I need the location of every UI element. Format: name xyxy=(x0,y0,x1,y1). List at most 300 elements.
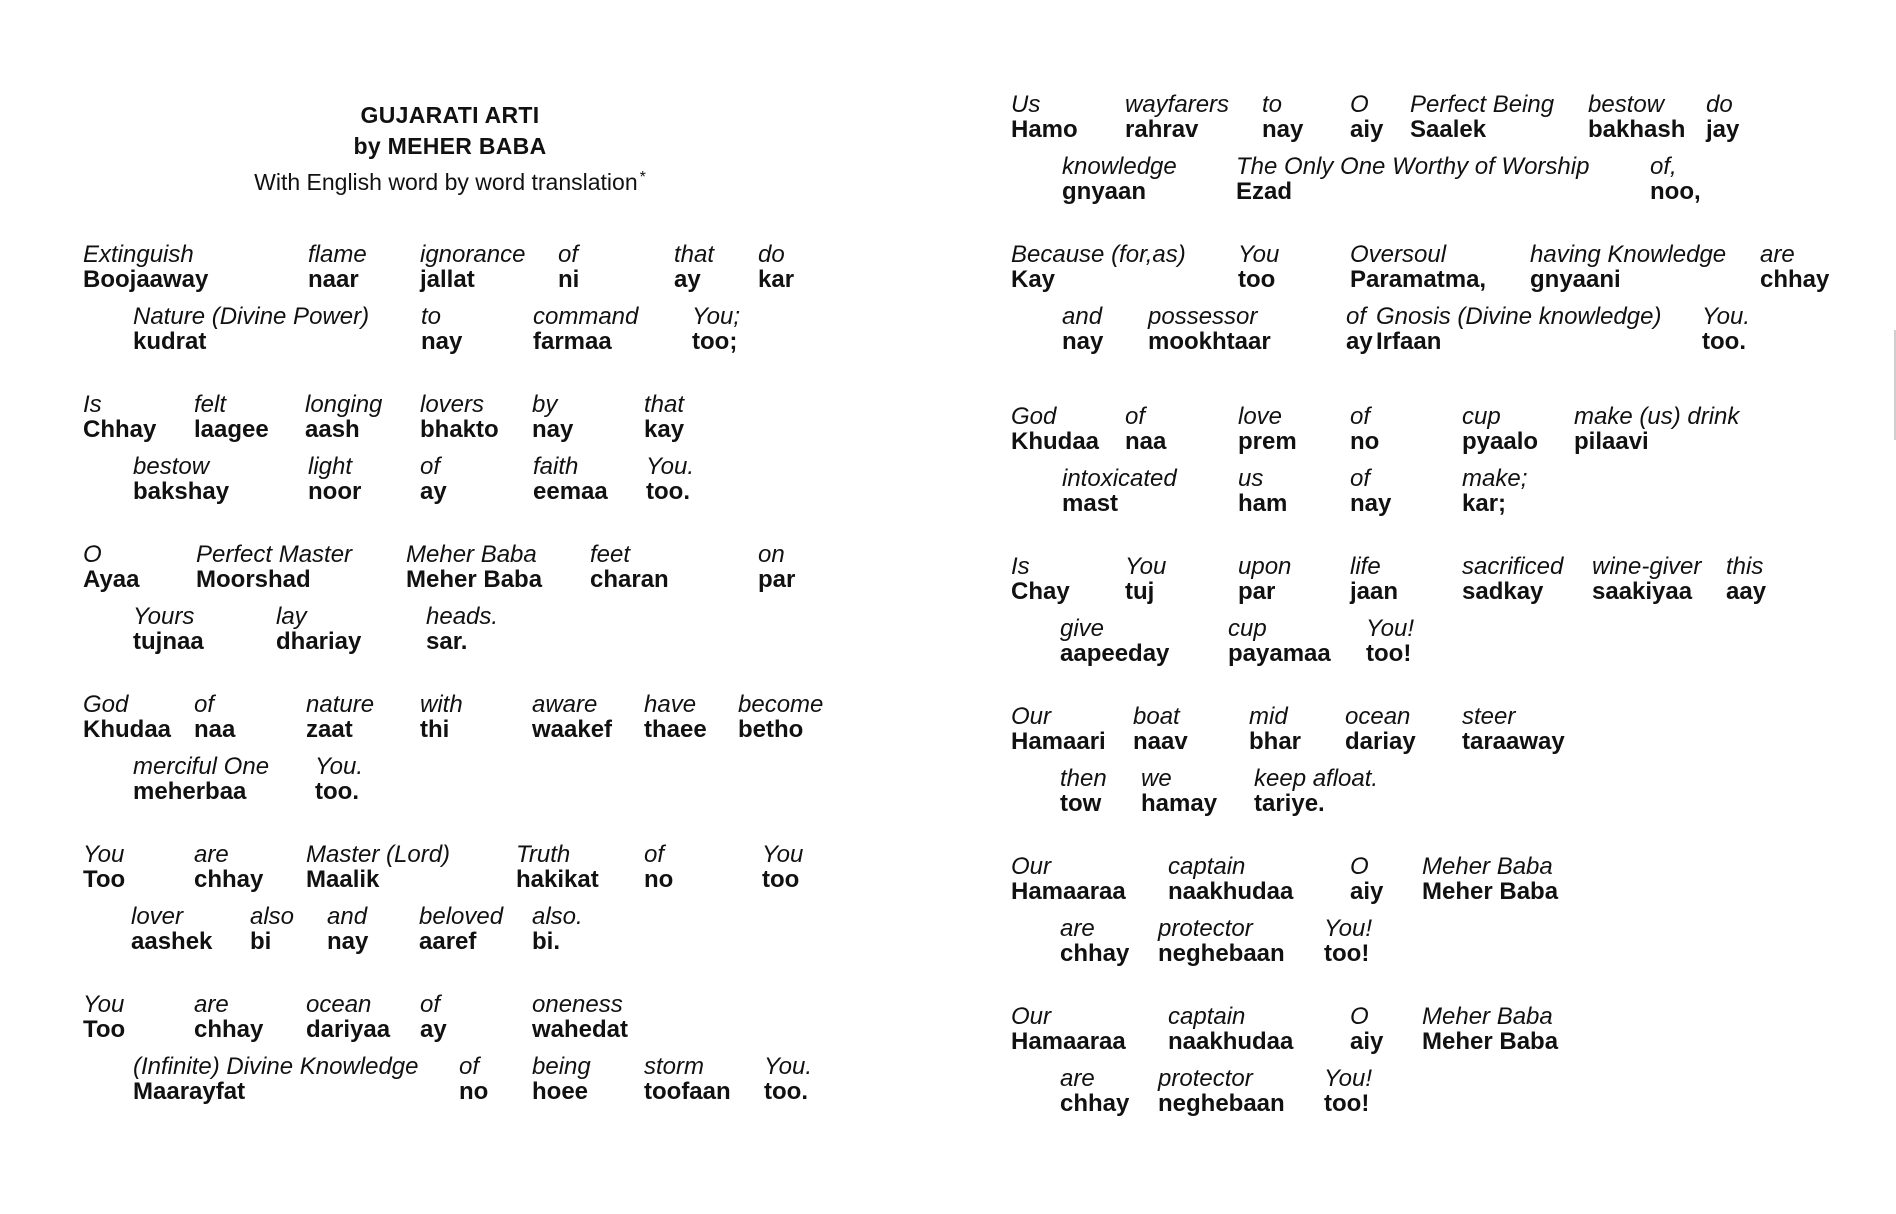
word-pair xyxy=(516,842,599,893)
english-gloss: Our xyxy=(1011,853,1052,880)
english-gloss: cup xyxy=(1462,403,1501,430)
word-pair xyxy=(646,454,694,505)
word-pair xyxy=(1238,554,1291,605)
verse-line xyxy=(948,1004,1896,1056)
english-gloss: ignorance xyxy=(420,241,526,268)
word-pair xyxy=(1011,242,1186,293)
gujarati-word: bi xyxy=(250,928,272,955)
gujarati-word: Khudaa xyxy=(1011,428,1100,455)
gujarati-word: naa xyxy=(1125,428,1167,455)
english-gloss: Is xyxy=(1011,553,1030,580)
gujarati-word: aapeeday xyxy=(1060,640,1170,667)
english-gloss: light xyxy=(308,453,353,480)
word-pair xyxy=(532,692,612,743)
english-gloss: Is xyxy=(83,391,102,418)
gujarati-word: aiy xyxy=(1350,116,1384,143)
gujarati-word: too! xyxy=(1366,640,1412,667)
english-gloss: lover xyxy=(131,903,184,930)
gujarati-word: pilaavi xyxy=(1574,428,1649,455)
english-gloss: also xyxy=(250,903,295,930)
english-gloss: and xyxy=(327,903,368,930)
word-pair xyxy=(674,242,714,293)
gujarati-word: kay xyxy=(644,416,685,443)
word-pair xyxy=(533,454,608,505)
verse-line xyxy=(0,242,948,294)
english-gloss: that xyxy=(674,241,715,268)
byline: by MEHER BABA xyxy=(353,133,547,159)
word-pair xyxy=(194,842,263,893)
word-pair xyxy=(196,542,352,593)
gujarati-word: Meher Baba xyxy=(1422,1028,1559,1055)
english-gloss: bestow xyxy=(1588,91,1665,118)
english-gloss: cup xyxy=(1228,615,1267,642)
english-gloss: wine-giver xyxy=(1592,553,1702,580)
gujarati-word: sar. xyxy=(426,628,468,655)
word-pair xyxy=(250,904,294,955)
english-gloss: ocean xyxy=(1345,703,1411,730)
gujarati-word: tujnaa xyxy=(133,628,204,655)
word-pair xyxy=(644,842,673,893)
word-pair xyxy=(1158,1066,1285,1117)
verse-line xyxy=(0,692,948,744)
english-gloss: of xyxy=(1346,303,1367,330)
english-gloss: O xyxy=(83,541,102,568)
word-pair xyxy=(1350,854,1383,905)
arti-header xyxy=(0,100,900,198)
gujarati-word: too. xyxy=(1702,328,1746,355)
gujarati-word: nay xyxy=(327,928,369,955)
word-pair xyxy=(1133,704,1188,755)
verse-line xyxy=(948,92,1896,144)
english-gloss: by xyxy=(532,391,558,418)
word-pair xyxy=(306,692,374,743)
word-pair xyxy=(83,992,125,1043)
english-gloss: of xyxy=(1350,465,1371,492)
gujarati-word: pyaalo xyxy=(1462,428,1539,455)
gujarati-word: payamaa xyxy=(1228,640,1331,667)
english-gloss: You. xyxy=(764,1053,813,1080)
english-gloss: possessor xyxy=(1148,303,1258,330)
gujarati-word: aiy xyxy=(1350,878,1384,905)
gujarati-word: Maalik xyxy=(306,866,380,893)
word-pair xyxy=(1350,242,1486,293)
gujarati-word: waakef xyxy=(532,716,613,743)
word-pair xyxy=(1141,766,1217,817)
word-pair xyxy=(1588,92,1685,143)
word-pair xyxy=(194,392,269,443)
gujarati-word: too xyxy=(1238,266,1276,293)
word-pair xyxy=(1726,554,1766,605)
gujarati-word: saakiyaa xyxy=(1592,578,1693,605)
english-gloss: aware xyxy=(532,691,598,718)
gujarati-word: aay xyxy=(1726,578,1767,605)
gujarati-word: aash xyxy=(305,416,360,443)
english-gloss: steer xyxy=(1462,703,1516,730)
english-gloss: Gnosis (Divine knowledge) xyxy=(1376,303,1662,330)
gujarati-word: Chay xyxy=(1011,578,1070,605)
english-gloss: You. xyxy=(1702,303,1751,330)
english-gloss: being xyxy=(532,1053,591,1080)
english-gloss: longing xyxy=(305,391,383,418)
english-gloss: have xyxy=(644,691,697,718)
word-pair xyxy=(758,542,795,593)
right-page xyxy=(948,0,1896,1214)
english-gloss: felt xyxy=(194,391,227,418)
word-pair xyxy=(308,242,367,293)
word-pair xyxy=(1011,554,1070,605)
english-gloss: O xyxy=(1350,1003,1369,1030)
gujarati-word: no xyxy=(459,1078,489,1105)
gujarati-word: Moorshad xyxy=(196,566,311,593)
word-pair xyxy=(1760,242,1829,293)
gujarati-word: jaan xyxy=(1350,578,1399,605)
word-pair xyxy=(420,992,447,1043)
word-pair xyxy=(306,842,450,893)
word-pair xyxy=(1462,404,1538,455)
word-pair xyxy=(133,304,369,355)
verse-line xyxy=(948,704,1896,756)
word-pair xyxy=(420,454,447,505)
english-gloss: do xyxy=(758,241,785,268)
gujarati-word: jallat xyxy=(420,266,475,293)
gujarati-word: betho xyxy=(738,716,804,743)
english-gloss: beloved xyxy=(419,903,504,930)
word-pair xyxy=(1350,404,1379,455)
verse-line xyxy=(0,392,948,444)
english-gloss: You; xyxy=(692,303,741,330)
english-gloss: life xyxy=(1350,553,1381,580)
gujarati-word: too! xyxy=(1324,940,1370,967)
english-gloss: Meher Baba xyxy=(1422,853,1553,880)
english-gloss: are xyxy=(1060,915,1095,942)
english-gloss: of xyxy=(644,841,665,868)
english-gloss: You. xyxy=(646,453,695,480)
word-pair xyxy=(1650,154,1701,205)
word-pair xyxy=(1238,242,1279,293)
word-pair xyxy=(532,904,583,955)
english-gloss: Oversoul xyxy=(1350,241,1447,268)
word-pair xyxy=(533,304,638,355)
word-pair xyxy=(1062,304,1103,355)
gujarati-word: dhariay xyxy=(276,628,362,655)
english-gloss: lay xyxy=(276,603,307,630)
word-pair xyxy=(419,904,503,955)
word-pair xyxy=(1702,304,1750,355)
verse-line xyxy=(948,404,1896,456)
word-pair xyxy=(1125,92,1229,143)
english-gloss: of xyxy=(1350,403,1371,430)
english-gloss: keep afloat. xyxy=(1254,765,1379,792)
gujarati-word: prem xyxy=(1238,428,1297,455)
gujarati-word: rahrav xyxy=(1125,116,1199,143)
gujarati-word: dariyaa xyxy=(306,1016,391,1043)
english-gloss: protector xyxy=(1158,915,1253,942)
gujarati-word: Boojaaway xyxy=(83,266,209,293)
word-pair xyxy=(459,1054,488,1105)
gujarati-word: no xyxy=(644,866,674,893)
english-gloss: Our xyxy=(1011,1003,1052,1030)
word-pair xyxy=(1706,92,1739,143)
gujarati-word: farmaa xyxy=(533,328,612,355)
gujarati-word: aiy xyxy=(1350,1028,1384,1055)
word-pair xyxy=(692,304,740,355)
word-pair xyxy=(1060,766,1107,817)
word-pair xyxy=(308,454,361,505)
english-gloss: knowledge xyxy=(1062,153,1177,180)
word-pair xyxy=(1462,704,1565,755)
word-pair xyxy=(194,692,235,743)
gujarati-word: Khudaa xyxy=(83,716,172,743)
gujarati-word: Too xyxy=(83,1016,126,1043)
gujarati-word: thi xyxy=(420,716,450,743)
word-pair xyxy=(1324,1066,1372,1117)
word-pair xyxy=(83,242,208,293)
gujarati-word: too. xyxy=(315,778,359,805)
english-gloss: You xyxy=(762,841,804,868)
english-gloss: God xyxy=(83,691,129,718)
english-gloss: You xyxy=(83,991,125,1018)
gujarati-word: tow xyxy=(1060,790,1102,817)
english-gloss: You! xyxy=(1324,915,1373,942)
gujarati-word: too! xyxy=(1324,1090,1370,1117)
gujarati-word: ay xyxy=(420,478,447,505)
gujarati-word: hakikat xyxy=(516,866,599,893)
gujarati-word: nay xyxy=(421,328,463,355)
word-pair xyxy=(1238,404,1297,455)
verse-line xyxy=(0,754,948,806)
word-pair xyxy=(1350,1004,1383,1055)
footnote-marker: * xyxy=(639,169,646,186)
english-gloss: Because (for,as) xyxy=(1011,241,1186,268)
gujarati-word: meherbaa xyxy=(133,778,247,805)
word-pair xyxy=(83,692,171,743)
verse-line xyxy=(0,604,948,656)
gujarati-word: chhay xyxy=(1760,266,1830,293)
gujarati-word: aaref xyxy=(419,928,477,955)
english-gloss: O xyxy=(1350,91,1369,118)
gujarati-word: chhay xyxy=(1060,1090,1130,1117)
gujarati-word: aashek xyxy=(131,928,213,955)
word-pair xyxy=(1062,154,1177,205)
verse-line xyxy=(0,842,948,894)
gujarati-word: hamay xyxy=(1141,790,1218,817)
word-pair xyxy=(83,392,156,443)
word-pair xyxy=(1350,466,1391,517)
gujarati-word: Ezad xyxy=(1236,178,1293,205)
word-pair xyxy=(1346,304,1373,355)
word-pair xyxy=(1324,916,1372,967)
gujarati-word: Paramatma, xyxy=(1350,266,1487,293)
word-pair xyxy=(1462,554,1563,605)
word-pair xyxy=(532,1054,591,1105)
word-pair xyxy=(131,904,212,955)
gujarati-word: kar xyxy=(758,266,795,293)
english-gloss: make; xyxy=(1462,465,1528,492)
word-pair xyxy=(1262,92,1303,143)
english-gloss: protector xyxy=(1158,1065,1253,1092)
english-gloss: and xyxy=(1062,303,1103,330)
english-gloss: bestow xyxy=(133,453,210,480)
gujarati-word: Saalek xyxy=(1410,116,1487,143)
gujarati-word: laagee xyxy=(194,416,269,443)
english-gloss: intoxicated xyxy=(1062,465,1177,492)
english-gloss: heads. xyxy=(426,603,499,630)
gujarati-word: bakshay xyxy=(133,478,230,505)
word-pair xyxy=(1125,404,1166,455)
gujarati-word: too. xyxy=(764,1078,808,1105)
word-pair xyxy=(644,692,707,743)
word-pair xyxy=(1462,466,1527,517)
word-pair xyxy=(644,1054,731,1105)
gujarati-word: nay xyxy=(1262,116,1304,143)
word-pair xyxy=(1376,304,1661,355)
english-gloss: us xyxy=(1238,465,1264,492)
verse-line xyxy=(948,616,1896,668)
word-pair xyxy=(1168,854,1293,905)
english-gloss: of xyxy=(558,241,579,268)
english-gloss: give xyxy=(1060,615,1105,642)
word-pair xyxy=(758,242,794,293)
english-gloss: ocean xyxy=(306,991,372,1018)
english-gloss: also. xyxy=(532,903,583,930)
word-pair xyxy=(1350,554,1398,605)
gujarati-word: bhakto xyxy=(420,416,499,443)
word-pair xyxy=(1345,704,1416,755)
english-gloss: feet xyxy=(590,541,631,568)
english-gloss: on xyxy=(758,541,785,568)
english-gloss: having Knowledge xyxy=(1530,241,1727,268)
verse-line xyxy=(948,466,1896,518)
gujarati-word: Too xyxy=(83,866,126,893)
gujarati-word: charan xyxy=(590,566,669,593)
word-pair xyxy=(1238,466,1287,517)
english-gloss: lovers xyxy=(420,391,485,418)
english-gloss: Master (Lord) xyxy=(306,841,451,868)
gujarati-word: dariay xyxy=(1345,728,1416,755)
english-gloss: storm xyxy=(644,1053,704,1080)
word-pair xyxy=(1060,616,1169,667)
word-pair xyxy=(762,842,803,893)
gujarati-word: no xyxy=(1350,428,1380,455)
verse-line xyxy=(948,242,1896,294)
english-gloss: Us xyxy=(1011,91,1041,118)
word-pair xyxy=(1254,766,1378,817)
verse-line xyxy=(948,1066,1896,1118)
english-gloss: Perfect Being xyxy=(1410,91,1555,118)
english-gloss: of, xyxy=(1650,153,1677,180)
english-gloss: of xyxy=(1125,403,1146,430)
word-pair xyxy=(532,392,573,443)
subtitle-text: With English word by word translation xyxy=(254,169,638,195)
word-pair xyxy=(1530,242,1726,293)
english-gloss: You xyxy=(83,841,125,868)
gujarati-word: Kay xyxy=(1011,266,1056,293)
gujarati-word: ni xyxy=(558,266,580,293)
english-gloss: with xyxy=(420,691,463,718)
gujarati-word: naakhudaa xyxy=(1168,878,1294,905)
word-pair xyxy=(1060,1066,1129,1117)
word-pair xyxy=(1236,154,1589,205)
word-pair xyxy=(1062,466,1177,517)
word-pair xyxy=(764,1054,812,1105)
page-title: GUJARATI ARTI xyxy=(360,102,540,128)
word-pair xyxy=(1249,704,1301,755)
verse-line xyxy=(0,454,948,506)
english-gloss: Truth xyxy=(516,841,571,868)
gujarati-word: chhay xyxy=(194,866,264,893)
english-gloss: Meher Baba xyxy=(1422,1003,1553,1030)
gujarati-word: bakhash xyxy=(1588,116,1686,143)
word-pair xyxy=(406,542,542,593)
gujarati-word: mast xyxy=(1062,490,1119,517)
verse-line xyxy=(948,154,1896,206)
word-pair xyxy=(1148,304,1271,355)
word-pair xyxy=(133,754,269,805)
gujarati-word: naa xyxy=(194,716,236,743)
word-pair xyxy=(420,692,463,743)
gujarati-word: nay xyxy=(1350,490,1392,517)
gujarati-word: zaat xyxy=(306,716,353,743)
english-gloss: wayfarers xyxy=(1125,91,1230,118)
word-pair xyxy=(83,842,125,893)
gujarati-word: bhar xyxy=(1249,728,1302,755)
subtitle xyxy=(0,162,900,198)
english-gloss: You xyxy=(1125,553,1167,580)
verse-line xyxy=(948,854,1896,906)
english-gloss: love xyxy=(1238,403,1283,430)
verse-line xyxy=(0,304,948,356)
gujarati-word: chhay xyxy=(1060,940,1130,967)
word-pair xyxy=(133,1054,418,1105)
word-pair xyxy=(1422,854,1558,905)
gujarati-word: tariye. xyxy=(1254,790,1325,817)
verse-line xyxy=(948,766,1896,818)
english-gloss: You. xyxy=(315,753,364,780)
english-gloss: boat xyxy=(1133,703,1180,730)
english-gloss: of xyxy=(420,991,441,1018)
english-gloss: become xyxy=(738,691,824,718)
gujarati-word: too xyxy=(762,866,800,893)
english-gloss: do xyxy=(1706,91,1733,118)
gujarati-word: naav xyxy=(1133,728,1188,755)
gujarati-word: kar; xyxy=(1462,490,1507,517)
gujarati-word: noor xyxy=(308,478,362,505)
gujarati-word: Hamo xyxy=(1011,116,1078,143)
verse-line xyxy=(0,542,948,594)
english-gloss: You! xyxy=(1324,1065,1373,1092)
english-gloss: then xyxy=(1060,765,1107,792)
english-gloss: captain xyxy=(1168,1003,1246,1030)
word-pair xyxy=(1011,854,1126,905)
gujarati-word: par xyxy=(1238,578,1276,605)
gujarati-word: toofaan xyxy=(644,1078,731,1105)
word-pair xyxy=(644,392,684,443)
gujarati-word: Hamaaraa xyxy=(1011,1028,1126,1055)
gujarati-word: too; xyxy=(692,328,738,355)
english-gloss: that xyxy=(644,391,685,418)
gujarati-word: nay xyxy=(532,416,574,443)
gujarati-word: hoee xyxy=(532,1078,589,1105)
gujarati-word: jay xyxy=(1706,116,1740,143)
gujarati-word: nay xyxy=(1062,328,1104,355)
english-gloss: are xyxy=(194,991,229,1018)
word-pair xyxy=(1410,92,1554,143)
word-pair xyxy=(1228,616,1331,667)
gujarati-word: Meher Baba xyxy=(1422,878,1559,905)
english-gloss: are xyxy=(1760,241,1795,268)
english-gloss: captain xyxy=(1168,853,1246,880)
english-gloss: are xyxy=(1060,1065,1095,1092)
